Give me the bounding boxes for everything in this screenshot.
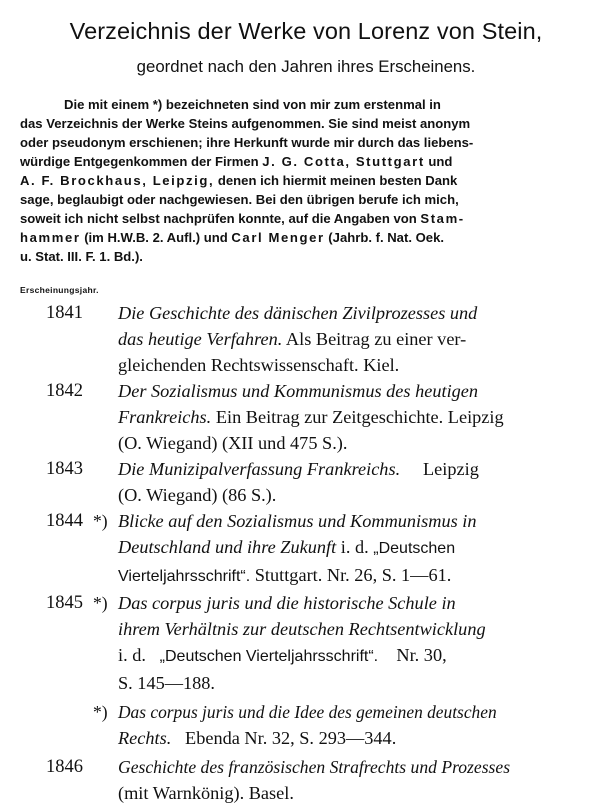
entry-line bbox=[118, 326, 558, 352]
entry-line bbox=[118, 404, 558, 430]
entry-note: i. d. bbox=[340, 537, 369, 557]
entry-line bbox=[118, 725, 558, 751]
entry-line: (O. Wiegand) (XII und 475 S.). bbox=[118, 433, 348, 453]
page-subtitle: geordnet nach den Jahren ihres Erscheinens. bbox=[136, 57, 476, 76]
intro-text: soweit ich nicht selbst nachprüfen konnte, auf die Angaben von bbox=[20, 211, 417, 226]
entry-line bbox=[118, 562, 558, 590]
intro-text: (Jahrb. f. Nat. Oek. bbox=[328, 230, 444, 245]
entry-title-part: Frankreichs. bbox=[118, 407, 212, 427]
entry-line: Das corpus juris und die Idee des gemeinen deutschen bbox=[118, 702, 497, 722]
list-item bbox=[0, 508, 612, 590]
entry-line: Blicke auf den Sozialismus und Kommunismus in bbox=[118, 511, 477, 531]
new-entry-marker: *) bbox=[93, 702, 108, 722]
entry-note: i. d. bbox=[118, 645, 146, 665]
intro-paragraph bbox=[20, 95, 560, 266]
entry-line: Das corpus juris und die historische Schule in bbox=[118, 593, 456, 613]
entry-title-part: Deutschland und ihre Zukunft bbox=[118, 537, 337, 557]
entry-year: 1842 bbox=[46, 381, 83, 401]
entry-line: (mit Warnkönig). Basel. bbox=[118, 783, 294, 803]
entry-text bbox=[118, 754, 558, 806]
entry-text bbox=[118, 508, 558, 590]
intro-text: denen ich hiermit meinen besten Dank bbox=[217, 173, 458, 188]
entry-note: Leipzig bbox=[423, 459, 479, 479]
entry-year: 1845 bbox=[46, 593, 83, 613]
intro-line bbox=[20, 209, 560, 228]
entry-text bbox=[118, 590, 558, 696]
entry-text bbox=[118, 699, 558, 751]
year-column-label: Erscheinungsjahr. bbox=[20, 285, 99, 295]
new-entry-marker: *) bbox=[93, 511, 108, 531]
intro-text: (im H.W.B. 2. Aufl.) und bbox=[84, 230, 228, 245]
works-list bbox=[0, 300, 612, 806]
entry-line: gleichenden Rechtswissenschaft. Kiel. bbox=[118, 355, 400, 375]
entry-year: 1846 bbox=[46, 757, 83, 777]
entry-note: Ein Beitrag zur Zeitgeschichte. Leipzig bbox=[215, 407, 504, 427]
intro-text: und bbox=[428, 154, 453, 169]
entry-note: Ebenda Nr. 32, S. 293—344. bbox=[185, 728, 397, 748]
new-entry-marker: *) bbox=[93, 593, 108, 613]
intro-line bbox=[20, 171, 560, 190]
list-item bbox=[0, 699, 612, 751]
entry-line bbox=[118, 642, 558, 670]
entry-journal: „Deutschen bbox=[373, 540, 456, 557]
intro-line: sage, beglaubigt oder nachgewiesen. Bei den übrigen berufe ich mich, bbox=[20, 192, 459, 207]
author-menger: Carl Menger bbox=[231, 230, 325, 245]
entry-line: S. 145—188. bbox=[118, 673, 216, 693]
intro-text: würdige Entgegenkommen der Firmen bbox=[20, 154, 259, 169]
entry-note: Nr. 30, bbox=[396, 645, 447, 665]
list-item bbox=[0, 590, 612, 696]
entry-title-part: das heutige Verfahren. bbox=[118, 329, 283, 349]
publisher-brockhaus: A. F. Brockhaus, Leipzig, bbox=[20, 173, 215, 188]
entry-journal: Vierteljahrsschrift“. bbox=[118, 568, 251, 585]
entry-line: ihrem Verhältnis zur deutschen Rechtsentwicklung bbox=[118, 619, 486, 639]
entry-note: Als Beitrag zu einer ver- bbox=[285, 329, 467, 349]
entry-year: 1843 bbox=[46, 459, 83, 479]
entry-year: 1841 bbox=[46, 303, 83, 323]
intro-line: Die mit einem *) bezeichneten sind von mir zum erstenmal in bbox=[64, 97, 441, 112]
entry-note: Stuttgart. Nr. 26, S. 1—61. bbox=[254, 565, 452, 585]
entry-text bbox=[118, 300, 558, 378]
list-item bbox=[0, 300, 612, 378]
entry-year: 1844 bbox=[46, 511, 83, 531]
intro-line bbox=[20, 152, 560, 171]
entry-line: Geschichte des französischen Strafrechts und Prozesses bbox=[118, 757, 511, 777]
list-item bbox=[0, 378, 612, 456]
entry-text bbox=[118, 378, 558, 456]
publisher-cotta: J. G. Cotta, Stuttgart bbox=[262, 154, 425, 169]
entry-line bbox=[118, 534, 558, 562]
intro-line: oder pseudonym erschienen; ihre Herkunft wurde mir durch das liebens- bbox=[20, 135, 474, 150]
entry-title-part: Rechts. bbox=[118, 728, 172, 748]
entry-line: (O. Wiegand) (86 S.). bbox=[118, 485, 277, 505]
page-title: Verzeichnis der Werke von Lorenz von Stein, bbox=[69, 18, 543, 44]
list-item bbox=[0, 456, 612, 508]
entry-line bbox=[118, 456, 558, 482]
author-stammhammer: Stam- bbox=[420, 211, 465, 226]
entry-line: Die Geschichte des dänischen Zivilprozesses und bbox=[118, 303, 478, 323]
intro-line: das Verzeichnis der Werke Steins aufgenommen. Sie sind meist anonym bbox=[20, 116, 471, 131]
entry-journal: „Deutschen Vierteljahrsschrift“. bbox=[159, 648, 379, 665]
intro-line: u. Stat. III. F. 1. Bd.). bbox=[20, 249, 143, 264]
entry-title-part: Die Munizipalverfassung Frankreichs. bbox=[118, 459, 401, 479]
entry-text bbox=[118, 456, 558, 508]
author-stammhammer-cont: hammer bbox=[20, 230, 81, 245]
list-item bbox=[0, 754, 612, 806]
entry-line: Der Sozialismus und Kommunismus des heutigen bbox=[118, 381, 479, 401]
intro-line bbox=[20, 228, 560, 247]
